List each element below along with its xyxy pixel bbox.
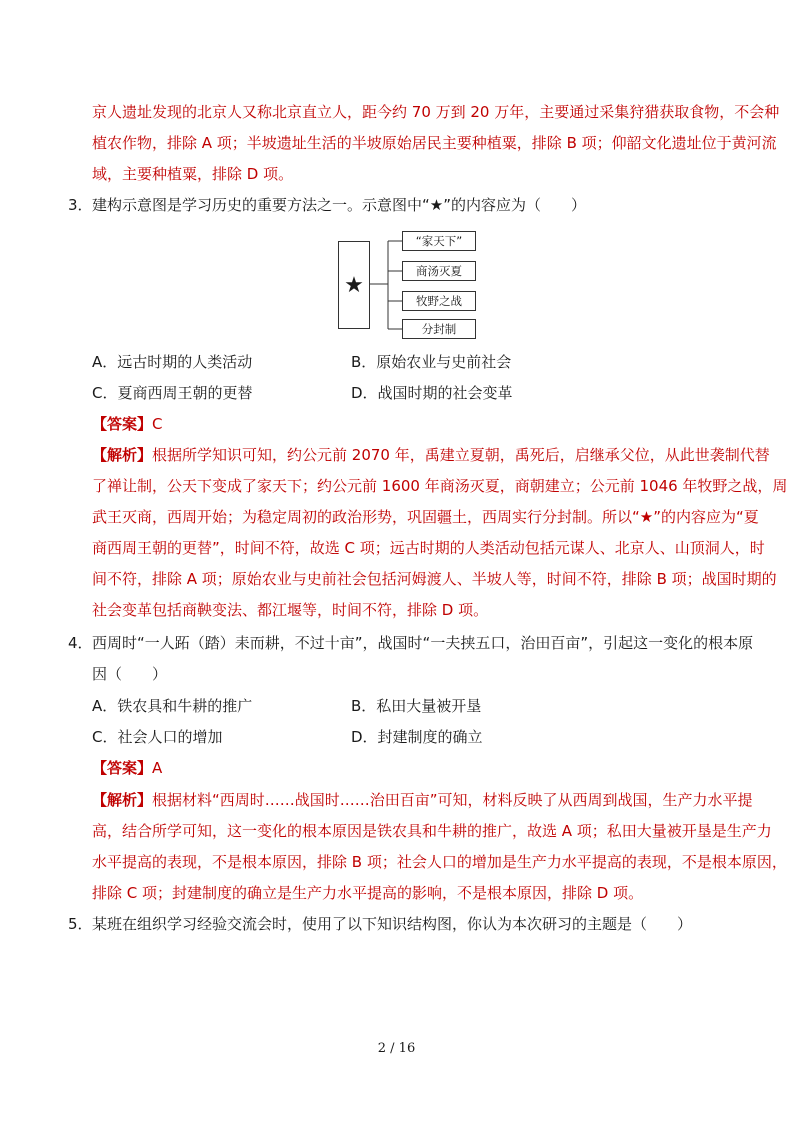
analysis-text-line: 武王灭商，西周开始；为稳定周初的政治形势，巩固疆土，西周实行分封制。所以“★”的内容应为“夏 [92, 508, 759, 526]
diagram-item: 商汤灭夏 [402, 261, 476, 281]
question-stem: 因（ ） [92, 665, 168, 683]
star-icon: ★ [338, 241, 370, 329]
schematic-diagram [338, 229, 478, 339]
analysis-line [92, 445, 770, 465]
answer-value: A [152, 759, 163, 777]
analysis-text-line: 间不符，排除 A 项；原始农业与史前社会包括河姆渡人、半坡人等，时间不符，排除 B 项；战国时期的 [92, 570, 777, 588]
option-d: D．封建制度的确立 [351, 728, 483, 746]
analysis-text-line: 京人遗址发现的北京人又称北京直立人，距今约 70 万到 20 万年，主要通过采集狩猎获取食物，不会种 [92, 103, 780, 121]
option-b: B．原始农业与史前社会 [351, 353, 512, 371]
page-number: 2 / 16 [377, 1041, 416, 1056]
answer-line [92, 414, 163, 434]
analysis-text: 根据材料“西周时……战国时……治田百亩”可知，材料反映了从西周到战国，生产力水平提 [152, 791, 753, 809]
diagram-item: 分封制 [402, 319, 476, 339]
question-number: 3． [68, 196, 93, 214]
question-stem: 建构示意图是学习历史的重要方法之一。示意图中“★”的内容应为（ ） [92, 196, 586, 214]
analysis-label: 【解析】 [92, 446, 153, 464]
question-stem: 某班在组织学习经验交流会时，使用了以下知识结构图，你认为本次研习的主题是（ ） [92, 915, 693, 933]
analysis-label: 【解析】 [92, 791, 153, 809]
question-stem: 西周时“一人跖（踏）耒而耕，不过十亩”，战国时“一夫挟五口，治田百亩”，引起这一变化的根本原 [92, 634, 754, 652]
answer-line [92, 758, 162, 778]
analysis-line [92, 790, 753, 810]
answer-value: C [152, 415, 163, 433]
analysis-text-line: 社会变革包括商鞅变法、都江堰等，时间不符，排除 D 项。 [92, 601, 489, 619]
analysis-text-line: 商西周王朝的更替”，时间不符，故选 C 项；远古时期的人类活动包括元谋人、北京人、山顶洞人，时 [92, 539, 765, 557]
option-b: B．私田大量被开垦 [351, 697, 482, 715]
analysis-text-line: 了禅让制，公天下变成了家天下；约公元前 1600 年商汤灭夏，商朝建立；公元前 1046 年牧野之战，周 [92, 477, 788, 495]
diagram-item: 牧野之战 [402, 291, 476, 311]
option-a: A．远古时期的人类活动 [92, 353, 253, 371]
answer-label: 【答案】 [92, 759, 153, 777]
option-a: A．铁农具和牛耕的推广 [92, 697, 253, 715]
answer-label: 【答案】 [92, 415, 153, 433]
analysis-text-line: 水平提高的表现，不是根本原因，排除 B 项；社会人口的增加是生产力水平提高的表现，不是根本原因， [92, 853, 787, 871]
diagram-item: “家天下” [402, 231, 476, 251]
option-c: C．社会人口的增加 [92, 728, 223, 746]
option-c: C．夏商西周王朝的更替 [92, 384, 253, 402]
question-number: 5． [68, 915, 93, 933]
analysis-text-line: 植农作物，排除 A 项；半坡遗址生活的半坡原始居民主要种植粟，排除 B 项；仰韶文化遗址位于黄河流 [92, 134, 777, 152]
option-d: D．战国时期的社会变革 [351, 384, 513, 402]
analysis-text-line: 域，主要种植粟，排除 D 项。 [92, 165, 294, 183]
analysis-text-line: 排除 C 项；封建制度的确立是生产力水平提高的影响，不是根本原因，排除 D 项。 [92, 884, 644, 902]
question-number: 4． [68, 634, 93, 652]
analysis-text-line: 高，结合所学可知，这一变化的根本原因是铁农具和牛耕的推广，故选 A 项；私田大量被开垦是生产力 [92, 822, 772, 840]
analysis-text: 根据所学知识可知，约公元前 2070 年，禹建立夏朝，禹死后，启继承父位，从此世袭制代替 [152, 446, 770, 464]
